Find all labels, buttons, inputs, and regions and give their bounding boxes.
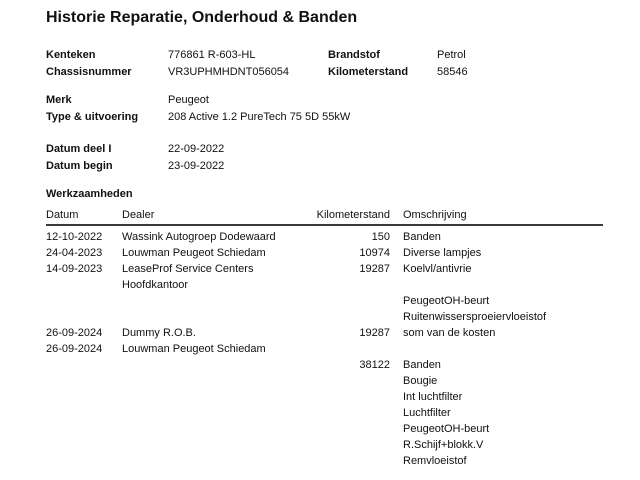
cell-kilometerstand: 19287 — [359, 263, 390, 275]
kilometerstand-label: Kilometerstand — [328, 66, 409, 78]
cell-kilometerstand: 10974 — [359, 247, 390, 259]
werkzaamheden-heading: Werkzaamheden — [46, 188, 133, 200]
cell-datum — [46, 421, 122, 437]
cell-dealer — [122, 437, 295, 453]
cell-omschrijving: Banden — [403, 231, 441, 243]
cell-kilometerstand — [295, 373, 390, 389]
cell-datum: 26-09-2024 — [46, 327, 103, 339]
table-row — [46, 437, 606, 453]
cell-omschrijving: PeugeotOH-beurt — [403, 295, 490, 307]
cell-datum — [46, 277, 122, 293]
table-row — [46, 453, 606, 469]
type-uitvoering-label: Type & uitvoering — [46, 111, 139, 123]
cell-dealer: Hoofdkantoor — [122, 279, 189, 291]
cell-datum — [46, 437, 122, 453]
chassisnummer-label: Chassisnummer — [46, 66, 132, 78]
cell-datum: 14-09-2023 — [46, 263, 103, 275]
cell-omschrijving: Int luchtfilter — [403, 391, 463, 403]
cell-datum: 26-09-2024 — [46, 343, 103, 355]
cell-dealer — [122, 453, 295, 469]
table-row — [46, 421, 606, 437]
cell-dealer — [122, 309, 295, 325]
table-row — [46, 373, 606, 389]
table-row — [46, 245, 606, 261]
column-header-dealer: Dealer — [122, 209, 155, 221]
merk-label: Merk — [46, 94, 72, 106]
kenteken-value: 776861 R-603-HL — [168, 49, 256, 61]
cell-dealer — [122, 373, 295, 389]
cell-kilometerstand: 150 — [371, 231, 390, 243]
cell-kilometerstand: 19287 — [359, 327, 390, 339]
cell-omschrijving: Banden — [403, 359, 441, 371]
cell-datum — [46, 389, 122, 405]
vehicle-info-dates — [46, 141, 606, 175]
datum-begin-label: Datum begin — [46, 160, 113, 172]
table-row — [46, 309, 606, 325]
cell-kilometerstand: 38122 — [359, 359, 390, 371]
vehicle-info-top — [46, 47, 606, 81]
cell-dealer — [122, 389, 295, 405]
cell-omschrijving: som van de kosten — [403, 327, 496, 339]
cell-datum — [46, 453, 122, 469]
cell-omschrijving: R.Schijf+blokk.V — [403, 439, 484, 451]
cell-kilometerstand — [295, 437, 390, 453]
cell-kilometerstand — [295, 389, 390, 405]
cell-omschrijving — [390, 341, 603, 357]
chassisnummer-value: VR3UPHMHDNT056054 — [168, 66, 290, 78]
cell-dealer: Dummy R.O.B. — [122, 327, 196, 339]
cell-dealer — [122, 421, 295, 437]
cell-omschrijving: PeugeotOH-beurt — [403, 423, 490, 435]
cell-dealer: LeaseProf Service Centers — [122, 263, 254, 275]
cell-dealer: Louwman Peugeot Schiedam — [122, 247, 266, 259]
report-page — [46, 8, 606, 469]
brandstof-value: Petrol — [437, 49, 466, 61]
cell-dealer — [122, 357, 295, 373]
table-row — [46, 325, 606, 341]
column-header-kilometerstand: Kilometerstand — [316, 209, 390, 221]
kenteken-label: Kenteken — [46, 49, 96, 61]
table-row — [46, 389, 606, 405]
table-row — [46, 229, 606, 245]
cell-omschrijving: Ruitenwissersproeiervloeistof — [403, 311, 547, 323]
type-uitvoering-value: 208 Active 1.2 PureTech 75 5D 55kW — [168, 111, 351, 123]
cell-datum — [46, 405, 122, 421]
werkzaamheden-table-body — [46, 226, 606, 469]
cell-omschrijving: Remvloeistof — [403, 455, 467, 467]
cell-dealer: Louwman Peugeot Schiedam — [122, 343, 266, 355]
datum-deel-label: Datum deel I — [46, 143, 112, 155]
cell-kilometerstand — [295, 277, 390, 293]
cell-omschrijving: Diverse lampjes — [403, 247, 482, 259]
cell-kilometerstand — [295, 405, 390, 421]
table-row — [46, 293, 606, 309]
table-row — [46, 405, 606, 421]
werkzaamheden-table-header — [46, 207, 603, 226]
datum-deel-value: 22-09-2022 — [168, 143, 225, 155]
cell-kilometerstand — [295, 421, 390, 437]
cell-kilometerstand — [295, 309, 390, 325]
cell-datum — [46, 309, 122, 325]
cell-datum: 12-10-2022 — [46, 231, 103, 243]
column-header-omschrijving: Omschrijving — [403, 209, 467, 221]
brandstof-label: Brandstof — [328, 49, 380, 61]
datum-begin-value: 23-09-2022 — [168, 160, 225, 172]
cell-kilometerstand — [295, 341, 390, 357]
vehicle-info-model — [46, 92, 606, 126]
table-row — [46, 261, 606, 277]
cell-datum: 24-04-2023 — [46, 247, 103, 259]
cell-dealer: Wassink Autogroep Dodewaard — [122, 231, 276, 243]
column-header-datum: Datum — [46, 209, 79, 221]
werkzaamheden-section — [46, 186, 606, 469]
cell-omschrijving: Bougie — [403, 375, 438, 387]
table-row — [46, 357, 606, 373]
cell-datum — [46, 357, 122, 373]
table-row — [46, 277, 606, 293]
cell-dealer — [122, 293, 295, 309]
table-row — [46, 341, 606, 357]
cell-datum — [46, 373, 122, 389]
cell-datum — [46, 293, 122, 309]
cell-omschrijving: Koelvl/antivrie — [403, 263, 472, 275]
page-title: Historie Reparatie, Onderhoud & Banden — [46, 9, 358, 26]
merk-value: Peugeot — [168, 94, 209, 106]
kilometerstand-value: 58546 — [437, 66, 468, 78]
cell-dealer — [122, 405, 295, 421]
cell-omschrijving: Luchtfilter — [403, 407, 451, 419]
cell-kilometerstand — [295, 293, 390, 309]
cell-kilometerstand — [295, 453, 390, 469]
cell-omschrijving — [390, 277, 603, 293]
